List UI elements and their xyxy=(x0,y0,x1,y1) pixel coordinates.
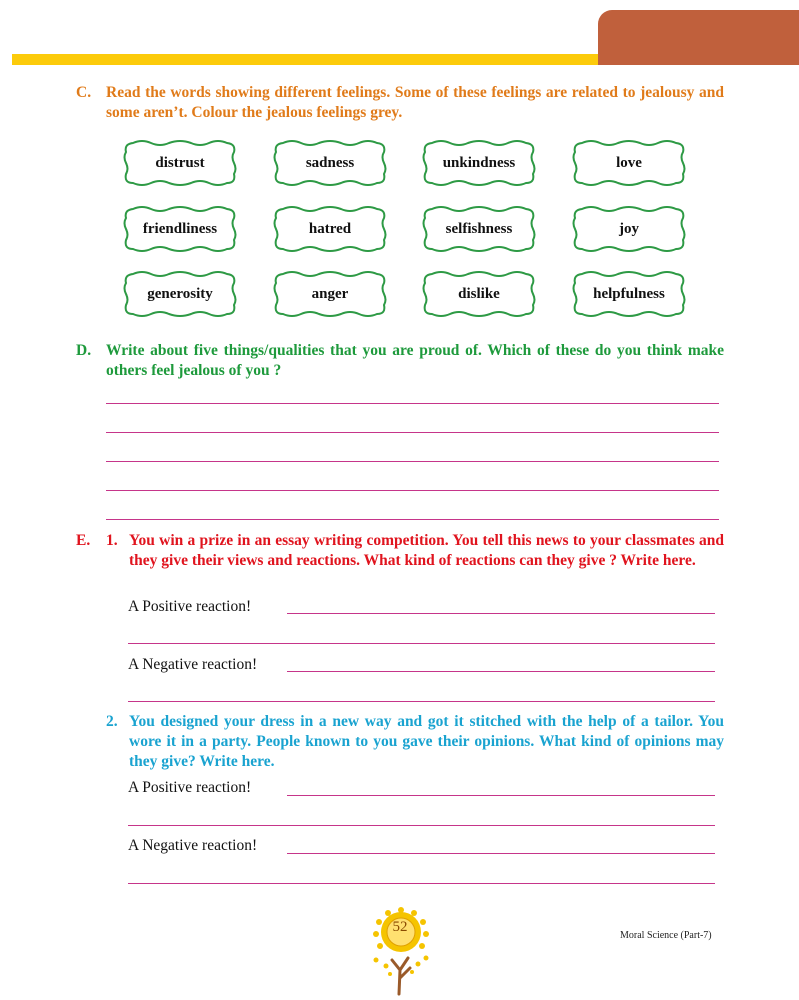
positive-reaction-label-1: A Positive reaction! xyxy=(128,598,252,615)
word-label: unkindness xyxy=(442,154,516,171)
negative-reaction-label-1: A Negative reaction! xyxy=(128,656,258,673)
writing-line[interactable] xyxy=(106,403,719,404)
question-2-text: You designed your dress in a new way and got it stitched with the help of a tailor. You wore it in a party. People known to you gave their opinions. What kind of opinions may they give? Write here. xyxy=(129,713,724,770)
section-c-letter: C. xyxy=(76,84,92,101)
section-d-instruction: Write about five things/qualities that you are proud of. Which of these do you think make others feel jealous of you ? xyxy=(106,342,724,379)
writing-line[interactable] xyxy=(106,461,719,462)
word-box[interactable] xyxy=(572,271,686,317)
positive-answer-line-1[interactable] xyxy=(287,613,715,614)
section-d xyxy=(76,341,724,383)
word-box[interactable] xyxy=(572,140,686,186)
positive-answer-line-1b[interactable] xyxy=(128,643,715,644)
negative-answer-line-1[interactable] xyxy=(287,671,715,672)
word-label: sadness xyxy=(305,154,355,171)
writing-line[interactable] xyxy=(106,490,719,491)
page-number: 52 xyxy=(392,919,408,935)
word-label: dislike xyxy=(458,285,500,302)
word-box[interactable] xyxy=(422,271,536,317)
question-2-number: 2. xyxy=(106,713,118,730)
section-c-instruction: Read the words showing different feelings. Some of these feelings are related to jealousy and some aren’t. Colour the jealous feelings grey. xyxy=(106,84,724,121)
word-box[interactable] xyxy=(123,271,237,317)
writing-line[interactable] xyxy=(106,432,719,433)
positive-answer-line-2b[interactable] xyxy=(128,825,715,826)
question-1-number: 1. xyxy=(106,532,118,549)
word-box[interactable] xyxy=(123,140,237,186)
word-label: selfishness xyxy=(445,220,513,237)
section-e-letter: E. xyxy=(76,532,91,549)
word-label: friendliness xyxy=(142,220,218,237)
negative-reaction-label-2: A Negative reaction! xyxy=(128,837,258,854)
section-d-letter: D. xyxy=(76,342,92,359)
word-box[interactable] xyxy=(572,206,686,252)
word-label: helpfulness xyxy=(593,285,665,302)
word-label: hatred xyxy=(308,220,352,237)
word-label: generosity xyxy=(147,285,213,302)
negative-answer-line-2b[interactable] xyxy=(128,883,715,884)
word-label: anger xyxy=(311,285,349,302)
section-c xyxy=(76,83,724,125)
word-box[interactable] xyxy=(422,140,536,186)
word-label: love xyxy=(616,154,642,171)
section-e-q2 xyxy=(106,712,724,774)
word-label: joy xyxy=(619,220,639,237)
section-e-q1 xyxy=(76,531,724,593)
book-title: Moral Science (Part-7) xyxy=(620,930,712,941)
positive-reaction-label-2: A Positive reaction! xyxy=(128,779,252,796)
negative-answer-line-1b[interactable] xyxy=(128,701,715,702)
word-box[interactable] xyxy=(123,206,237,252)
positive-answer-line-2[interactable] xyxy=(287,795,715,796)
word-box[interactable] xyxy=(273,140,387,186)
word-box[interactable] xyxy=(273,206,387,252)
word-box[interactable] xyxy=(273,271,387,317)
word-label: distrust xyxy=(155,154,205,171)
writing-line[interactable] xyxy=(106,519,719,520)
negative-answer-line-2[interactable] xyxy=(287,853,715,854)
question-1-text: You win a prize in an essay writing competition. You tell this news to your classmates and they give their views and reactions. What kind of reactions can they give ? Write here. xyxy=(129,532,724,569)
header-tab xyxy=(598,10,799,65)
word-box[interactable] xyxy=(422,206,536,252)
